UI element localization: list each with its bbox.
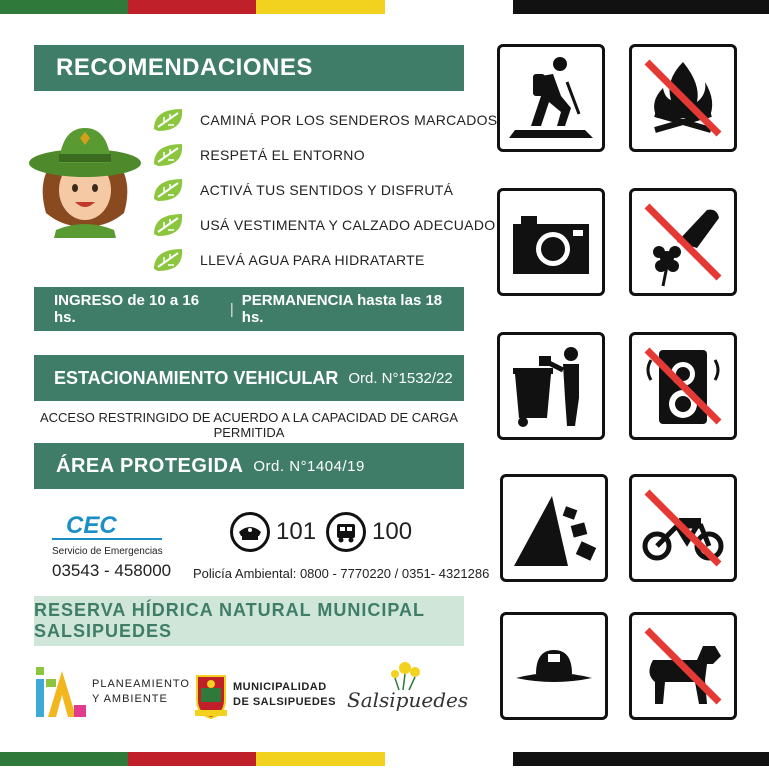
protected-area-title: ÁREA PROTEGIDA: [56, 454, 244, 477]
hiking-icon: [497, 44, 605, 152]
stay-hours: PERMANENCIA hasta las 18 hs.: [241, 292, 443, 326]
rockfall-icon: [500, 474, 608, 582]
cec-logo: CEC: [66, 512, 117, 539]
recommendation-text: LLEVÁ AGUA PARA HIDRATARTE: [200, 251, 425, 268]
ranger-avatar: [26, 118, 144, 238]
cec-label: Servicio de Emergencias: [52, 546, 163, 557]
recommendations-title: RECOMENDACIONES: [34, 45, 464, 91]
parking-band: [34, 355, 464, 401]
ranger-hat-icon: [500, 612, 608, 720]
separator: |: [229, 300, 234, 318]
police-number: 101: [276, 518, 317, 545]
recommendation-text: USÁ VESTIMENTA Y CALZADO ADECUADO: [200, 216, 496, 233]
leaf-icon: [152, 142, 186, 168]
environmental-police-phones: Policía Ambiental: 0800 - 7770220 / 0351- 4321286: [193, 566, 490, 581]
entry-hours: INGRESO de 10 a 16 hs.: [54, 292, 200, 326]
pa-line1: PLANEAMIENTO: [92, 678, 190, 690]
no-fire-icon: [629, 44, 737, 152]
no-loud-music-icon: [629, 332, 737, 440]
pa-logo-mark: [34, 665, 90, 721]
muni-line2: DE SALSIPUEDES: [233, 696, 336, 708]
bottom-color-stripe: [0, 752, 769, 766]
fire-truck-icon: [326, 512, 366, 552]
recommendation-text: RESPETÁ EL ENTORNO: [200, 146, 365, 163]
leaf-icon: [152, 107, 186, 133]
firefighter-number: 100: [372, 518, 413, 545]
leaf-icon: [152, 212, 186, 238]
no-dogs-icon: [629, 612, 737, 720]
list-item: [152, 242, 497, 277]
trash-bin-icon: [497, 332, 605, 440]
list-item: [152, 102, 497, 137]
municipalidad-logo: [193, 668, 343, 724]
parking-ordinance: Ord. N°1532/22: [348, 369, 453, 387]
leaf-icon: [152, 247, 186, 273]
list-item: [152, 172, 497, 207]
no-motorcycle-icon: [629, 474, 737, 582]
recommendation-text: CAMINÁ POR LOS SENDEROS MARCADOS: [200, 111, 498, 128]
cec-emergency-block: [52, 512, 172, 581]
access-note: ACCESO RESTRINGIDO DE ACUERDO A LA CAPACIDAD DE CARGA PERMITIDA: [39, 410, 459, 440]
police-cap-icon: [230, 512, 270, 552]
salsipuedes-script: Salsipuedes: [347, 688, 469, 712]
salsipuedes-logo: [345, 658, 470, 724]
protected-area-band: [34, 443, 464, 489]
recommendation-text: ACTIVÁ TUS SENTIDOS Y DISFRUTÁ: [200, 181, 454, 198]
list-item: [152, 207, 497, 242]
planeamiento-ambiente-logo: [34, 665, 214, 725]
flowers-icon: [375, 658, 435, 692]
muni-line1: MUNICIPALIDAD: [233, 681, 327, 693]
leaf-icon: [152, 177, 186, 203]
cec-phone: 03543 - 458000: [52, 561, 172, 580]
emergency-numbers: [230, 512, 422, 552]
camera-icon: [497, 188, 605, 296]
list-item: [152, 137, 497, 172]
protected-area-ordinance: Ord. N°1404/19: [253, 457, 365, 475]
no-picking-flowers-icon: [629, 188, 737, 296]
schedule-band: [34, 287, 464, 331]
pa-line2: Y AMBIENTE: [92, 693, 168, 705]
top-color-stripe: [0, 0, 769, 14]
parking-title: ESTACIONAMIENTO VEHICULAR: [54, 367, 339, 388]
reserve-name-banner: RESERVA HÍDRICA NATURAL MUNICIPAL SALSIPUEDES: [34, 596, 464, 646]
recommendations-list: [152, 102, 497, 277]
municipal-shield-icon: [193, 668, 229, 720]
